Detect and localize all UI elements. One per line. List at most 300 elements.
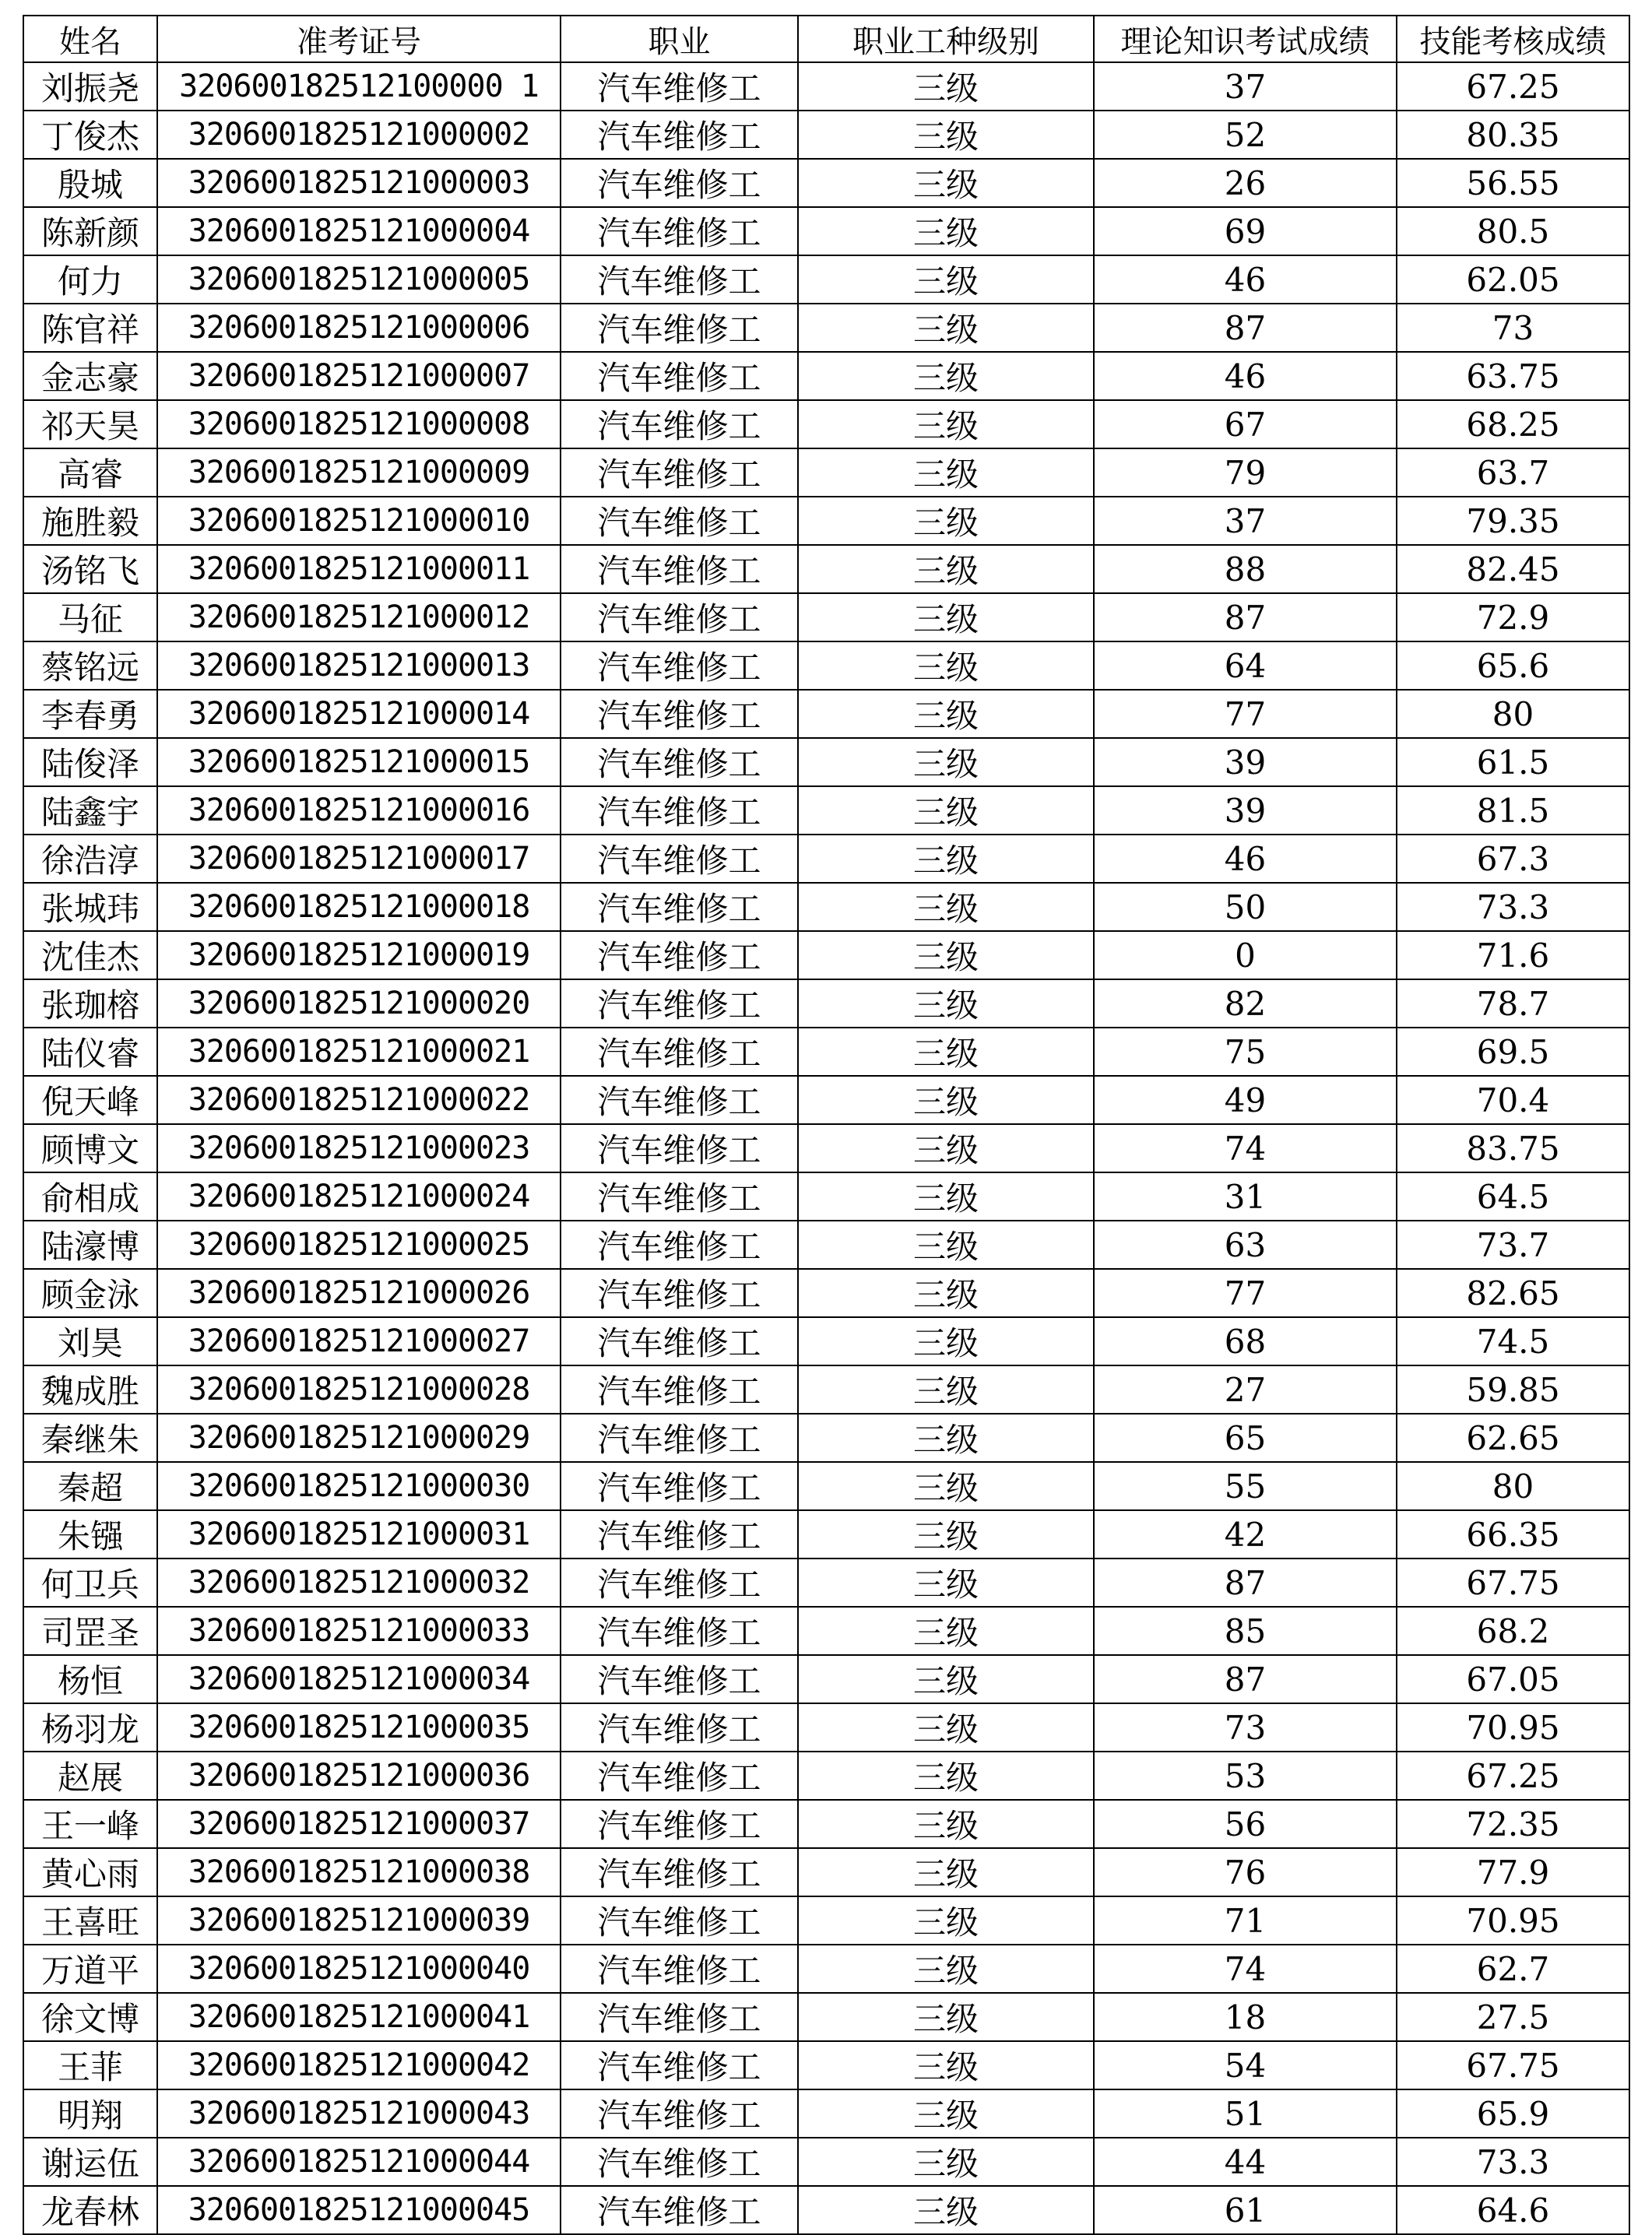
cell-theory-score: 27: [1094, 1365, 1397, 1414]
cell-theory-score: 46: [1094, 255, 1397, 304]
cell-skill-score: 64.5: [1397, 1172, 1629, 1221]
cell-theory-score: 71: [1094, 1896, 1397, 1945]
table-row: [23, 62, 1629, 111]
cell-skill-score: 70.95: [1397, 1896, 1629, 1945]
cell-ticket-number: 3206001825121000016: [157, 786, 561, 835]
cell-ticket-number: 3206001825121000029: [157, 1414, 561, 1462]
header-name: 姓名: [23, 16, 157, 62]
cell-ticket-number: 3206001825121000015: [157, 738, 561, 786]
table-row: [23, 1172, 1629, 1221]
cell-theory-score: 51: [1094, 2089, 1397, 2138]
cell-level: 三级: [798, 1317, 1094, 1365]
cell-skill-score: 80.35: [1397, 111, 1629, 159]
header-ticket-number: 准考证号: [157, 16, 561, 62]
cell-name: 金志豪: [23, 352, 157, 400]
table-row: [23, 1510, 1629, 1559]
cell-occupation: 汽车维修工: [561, 1028, 798, 1076]
cell-skill-score: 83.75: [1397, 1124, 1629, 1172]
cell-level: 三级: [798, 1365, 1094, 1414]
cell-occupation: 汽车维修工: [561, 1269, 798, 1317]
table-row: [23, 883, 1629, 931]
cell-occupation: 汽车维修工: [561, 1945, 798, 1993]
cell-occupation: 汽车维修工: [561, 111, 798, 159]
table-row: [23, 690, 1629, 738]
table-row: [23, 159, 1629, 207]
cell-name: 陈新颜: [23, 207, 157, 255]
cell-theory-score: 87: [1094, 304, 1397, 352]
cell-ticket-number: 3206001825121000044: [157, 2138, 561, 2186]
cell-level: 三级: [798, 1076, 1094, 1124]
cell-ticket-number: 3206001825121000024: [157, 1172, 561, 1221]
cell-theory-score: 79: [1094, 448, 1397, 497]
header-skill-score: 技能考核成绩: [1397, 16, 1629, 62]
cell-level: 三级: [798, 641, 1094, 690]
cell-level: 三级: [798, 1607, 1094, 1655]
cell-skill-score: 68.25: [1397, 400, 1629, 448]
cell-skill-score: 74.5: [1397, 1317, 1629, 1365]
cell-theory-score: 69: [1094, 207, 1397, 255]
cell-occupation: 汽车维修工: [561, 1896, 798, 1945]
cell-level: 三级: [798, 593, 1094, 641]
cell-name: 顾金泳: [23, 1269, 157, 1317]
cell-occupation: 汽车维修工: [561, 545, 798, 593]
cell-name: 祁天昊: [23, 400, 157, 448]
cell-ticket-number: 3206001825121000039: [157, 1896, 561, 1945]
cell-theory-score: 74: [1094, 1124, 1397, 1172]
cell-theory-score: 64: [1094, 641, 1397, 690]
cell-ticket-number: 3206001825121000036: [157, 1752, 561, 1800]
cell-level: 三级: [798, 1124, 1094, 1172]
cell-skill-score: 72.9: [1397, 593, 1629, 641]
cell-skill-score: 63.75: [1397, 352, 1629, 400]
cell-theory-score: 82: [1094, 979, 1397, 1028]
cell-name: 陈官祥: [23, 304, 157, 352]
table-row: [23, 1607, 1629, 1655]
cell-theory-score: 77: [1094, 690, 1397, 738]
table-row: [23, 1462, 1629, 1510]
cell-name: 秦继朱: [23, 1414, 157, 1462]
cell-skill-score: 73.7: [1397, 1221, 1629, 1269]
cell-name: 刘振尧: [23, 62, 157, 111]
cell-theory-score: 49: [1094, 1076, 1397, 1124]
table-row: [23, 1124, 1629, 1172]
table-row: [23, 1365, 1629, 1414]
cell-ticket-number: 3206001825121000020: [157, 979, 561, 1028]
cell-occupation: 汽车维修工: [561, 786, 798, 835]
cell-theory-score: 65: [1094, 1414, 1397, 1462]
cell-ticket-number: 3206001825121000033: [157, 1607, 561, 1655]
cell-occupation: 汽车维修工: [561, 352, 798, 400]
cell-theory-score: 77: [1094, 1269, 1397, 1317]
cell-ticket-number: 3206001825121000042: [157, 2041, 561, 2089]
cell-level: 三级: [798, 1221, 1094, 1269]
cell-skill-score: 73: [1397, 304, 1629, 352]
table-row: [23, 2089, 1629, 2138]
table-row: [23, 1269, 1629, 1317]
table-row: [23, 1559, 1629, 1607]
cell-name: 李春勇: [23, 690, 157, 738]
cell-theory-score: 87: [1094, 593, 1397, 641]
cell-name: 黄心雨: [23, 1848, 157, 1896]
cell-level: 三级: [798, 835, 1094, 883]
cell-skill-score: 80.5: [1397, 207, 1629, 255]
cell-level: 三级: [798, 1752, 1094, 1800]
cell-occupation: 汽车维修工: [561, 690, 798, 738]
cell-skill-score: 70.4: [1397, 1076, 1629, 1124]
cell-name: 陆俊泽: [23, 738, 157, 786]
cell-skill-score: 70.95: [1397, 1703, 1629, 1752]
cell-level: 三级: [798, 2089, 1094, 2138]
table-row: [23, 304, 1629, 352]
cell-theory-score: 55: [1094, 1462, 1397, 1510]
cell-level: 三级: [798, 1655, 1094, 1703]
cell-occupation: 汽车维修工: [561, 1655, 798, 1703]
cell-level: 三级: [798, 979, 1094, 1028]
cell-ticket-number: 3206001825121000030: [157, 1462, 561, 1510]
cell-theory-score: 37: [1094, 497, 1397, 545]
cell-name: 何卫兵: [23, 1559, 157, 1607]
table-row: [23, 255, 1629, 304]
cell-ticket-number: 3206001825121000026: [157, 1269, 561, 1317]
cell-skill-score: 62.05: [1397, 255, 1629, 304]
cell-skill-score: 73.3: [1397, 883, 1629, 931]
cell-name: 顾博文: [23, 1124, 157, 1172]
table-header: [23, 16, 1629, 62]
cell-level: 三级: [798, 1703, 1094, 1752]
cell-ticket-number: 3206001825121000035: [157, 1703, 561, 1752]
cell-ticket-number: 3206001825121000028: [157, 1365, 561, 1414]
cell-name: 陆濠博: [23, 1221, 157, 1269]
cell-ticket-number: 3206001825121000031: [157, 1510, 561, 1559]
cell-name: 朱镪: [23, 1510, 157, 1559]
cell-name: 魏成胜: [23, 1365, 157, 1414]
cell-theory-score: 87: [1094, 1655, 1397, 1703]
cell-skill-score: 67.05: [1397, 1655, 1629, 1703]
header-occupation: 职业: [561, 16, 798, 62]
cell-theory-score: 37: [1094, 62, 1397, 111]
cell-skill-score: 65.6: [1397, 641, 1629, 690]
table-body: [23, 62, 1629, 2234]
cell-skill-score: 80: [1397, 1462, 1629, 1510]
cell-ticket-number: 3206001825121000038: [157, 1848, 561, 1896]
cell-skill-score: 71.6: [1397, 931, 1629, 979]
cell-theory-score: 53: [1094, 1752, 1397, 1800]
header-row: [23, 16, 1629, 62]
cell-skill-score: 77.9: [1397, 1848, 1629, 1896]
cell-name: 赵展: [23, 1752, 157, 1800]
cell-ticket-number: 3206001825121000023: [157, 1124, 561, 1172]
cell-ticket-number: 3206001825121000027: [157, 1317, 561, 1365]
cell-name: 高睿: [23, 448, 157, 497]
cell-theory-score: 63: [1094, 1221, 1397, 1269]
cell-ticket-number: 3206001825121000022: [157, 1076, 561, 1124]
cell-ticket-number: 3206001825121000019: [157, 931, 561, 979]
cell-name: 陆仪睿: [23, 1028, 157, 1076]
cell-skill-score: 80: [1397, 690, 1629, 738]
cell-skill-score: 67.75: [1397, 2041, 1629, 2089]
cell-ticket-number: 3206001825121000007: [157, 352, 561, 400]
cell-ticket-number: 3206001825121000034: [157, 1655, 561, 1703]
cell-level: 三级: [798, 545, 1094, 593]
cell-ticket-number: 3206001825121000009: [157, 448, 561, 497]
cell-theory-score: 42: [1094, 1510, 1397, 1559]
header-level: 职业工种级别: [798, 16, 1094, 62]
table-row: [23, 1028, 1629, 1076]
cell-occupation: 汽车维修工: [561, 593, 798, 641]
cell-theory-score: 85: [1094, 1607, 1397, 1655]
cell-theory-score: 56: [1094, 1800, 1397, 1848]
cell-occupation: 汽车维修工: [561, 2186, 798, 2234]
cell-theory-score: 39: [1094, 786, 1397, 835]
cell-occupation: 汽车维修工: [561, 931, 798, 979]
cell-level: 三级: [798, 1172, 1094, 1221]
cell-theory-score: 68: [1094, 1317, 1397, 1365]
cell-name: 王一峰: [23, 1800, 157, 1848]
cell-level: 三级: [798, 1462, 1094, 1510]
table-row: [23, 2186, 1629, 2234]
cell-occupation: 汽车维修工: [561, 1510, 798, 1559]
cell-ticket-number: 3206001825121000012: [157, 593, 561, 641]
cell-skill-score: 67.25: [1397, 62, 1629, 111]
cell-level: 三级: [798, 1510, 1094, 1559]
cell-level: 三级: [798, 1028, 1094, 1076]
cell-occupation: 汽车维修工: [561, 1607, 798, 1655]
cell-occupation: 汽车维修工: [561, 1462, 798, 1510]
cell-occupation: 汽车维修工: [561, 448, 798, 497]
cell-occupation: 汽车维修工: [561, 1800, 798, 1848]
cell-level: 三级: [798, 448, 1094, 497]
cell-occupation: 汽车维修工: [561, 1365, 798, 1414]
cell-skill-score: 62.65: [1397, 1414, 1629, 1462]
cell-theory-score: 50: [1094, 883, 1397, 931]
cell-skill-score: 62.7: [1397, 1945, 1629, 1993]
table-row: [23, 1703, 1629, 1752]
cell-name: 徐浩淳: [23, 835, 157, 883]
cell-name: 万道平: [23, 1945, 157, 1993]
table-row: [23, 400, 1629, 448]
cell-theory-score: 0: [1094, 931, 1397, 979]
cell-name: 倪天峰: [23, 1076, 157, 1124]
cell-name: 徐文博: [23, 1993, 157, 2041]
table-row: [23, 835, 1629, 883]
cell-name: 杨羽龙: [23, 1703, 157, 1752]
cell-level: 三级: [798, 255, 1094, 304]
table-row: [23, 641, 1629, 690]
cell-skill-score: 61.5: [1397, 738, 1629, 786]
cell-occupation: 汽车维修工: [561, 304, 798, 352]
cell-ticket-number: 3206001825121000040: [157, 1945, 561, 1993]
cell-theory-score: 76: [1094, 1848, 1397, 1896]
table-row: [23, 2041, 1629, 2089]
cell-level: 三级: [798, 2041, 1094, 2089]
cell-occupation: 汽车维修工: [561, 1221, 798, 1269]
cell-skill-score: 27.5: [1397, 1993, 1629, 2041]
cell-theory-score: 67: [1094, 400, 1397, 448]
cell-level: 三级: [798, 304, 1094, 352]
cell-occupation: 汽车维修工: [561, 62, 798, 111]
cell-theory-score: 75: [1094, 1028, 1397, 1076]
cell-theory-score: 18: [1094, 1993, 1397, 2041]
cell-occupation: 汽车维修工: [561, 1172, 798, 1221]
cell-level: 三级: [798, 1848, 1094, 1896]
cell-ticket-number: 3206001825121000006: [157, 304, 561, 352]
cell-name: 汤铭飞: [23, 545, 157, 593]
cell-theory-score: 74: [1094, 1945, 1397, 1993]
cell-occupation: 汽车维修工: [561, 497, 798, 545]
cell-name: 施胜毅: [23, 497, 157, 545]
cell-skill-score: 82.45: [1397, 545, 1629, 593]
cell-skill-score: 64.6: [1397, 2186, 1629, 2234]
cell-skill-score: 79.35: [1397, 497, 1629, 545]
cell-occupation: 汽车维修工: [561, 1752, 798, 1800]
table-row: [23, 738, 1629, 786]
cell-skill-score: 59.85: [1397, 1365, 1629, 1414]
table-row: [23, 111, 1629, 159]
cell-occupation: 汽车维修工: [561, 1124, 798, 1172]
cell-name: 殷城: [23, 159, 157, 207]
table-row: [23, 2138, 1629, 2186]
cell-level: 三级: [798, 1896, 1094, 1945]
cell-name: 杨恒: [23, 1655, 157, 1703]
cell-occupation: 汽车维修工: [561, 641, 798, 690]
cell-ticket-number: 3206001825121000005: [157, 255, 561, 304]
cell-skill-score: 67.25: [1397, 1752, 1629, 1800]
cell-level: 三级: [798, 1993, 1094, 2041]
cell-name: 张珈榕: [23, 979, 157, 1028]
cell-occupation: 汽车维修工: [561, 207, 798, 255]
cell-theory-score: 61: [1094, 2186, 1397, 2234]
cell-ticket-number: 3206001825121000045: [157, 2186, 561, 2234]
cell-ticket-number: 3206001825121000017: [157, 835, 561, 883]
cell-name: 陆鑫宇: [23, 786, 157, 835]
cell-skill-score: 82.65: [1397, 1269, 1629, 1317]
cell-occupation: 汽车维修工: [561, 1993, 798, 2041]
table-row: [23, 593, 1629, 641]
cell-level: 三级: [798, 1945, 1094, 1993]
table-row: [23, 1076, 1629, 1124]
cell-name: 王喜旺: [23, 1896, 157, 1945]
cell-level: 三级: [798, 2186, 1094, 2234]
cell-ticket-number: 3206001825121000008: [157, 400, 561, 448]
cell-name: 司罡圣: [23, 1607, 157, 1655]
cell-name: 沈佳杰: [23, 931, 157, 979]
cell-ticket-number: 3206001825121000004: [157, 207, 561, 255]
cell-ticket-number: 320600182512100000 1: [157, 62, 561, 111]
cell-occupation: 汽车维修工: [561, 159, 798, 207]
cell-level: 三级: [798, 1269, 1094, 1317]
cell-level: 三级: [798, 1414, 1094, 1462]
cell-theory-score: 44: [1094, 2138, 1397, 2186]
table-row: [23, 545, 1629, 593]
cell-name: 明翔: [23, 2089, 157, 2138]
cell-level: 三级: [798, 400, 1094, 448]
cell-ticket-number: 3206001825121000037: [157, 1800, 561, 1848]
table-row: [23, 448, 1629, 497]
cell-name: 何力: [23, 255, 157, 304]
cell-level: 三级: [798, 738, 1094, 786]
table-row: [23, 1414, 1629, 1462]
cell-skill-score: 63.7: [1397, 448, 1629, 497]
cell-name: 王菲: [23, 2041, 157, 2089]
cell-occupation: 汽车维修工: [561, 1076, 798, 1124]
header-theory-score: 理论知识考试成绩: [1094, 16, 1397, 62]
cell-name: 刘昊: [23, 1317, 157, 1365]
cell-ticket-number: 3206001825121000032: [157, 1559, 561, 1607]
table-row: [23, 1848, 1629, 1896]
cell-level: 三级: [798, 62, 1094, 111]
cell-name: 秦超: [23, 1462, 157, 1510]
cell-theory-score: 26: [1094, 159, 1397, 207]
cell-ticket-number: 3206001825121000013: [157, 641, 561, 690]
cell-level: 三级: [798, 786, 1094, 835]
cell-level: 三级: [798, 931, 1094, 979]
cell-ticket-number: 3206001825121000003: [157, 159, 561, 207]
table-row: [23, 1800, 1629, 1848]
cell-ticket-number: 3206001825121000021: [157, 1028, 561, 1076]
table-row: [23, 1317, 1629, 1365]
cell-skill-score: 68.2: [1397, 1607, 1629, 1655]
cell-name: 马征: [23, 593, 157, 641]
cell-occupation: 汽车维修工: [561, 1317, 798, 1365]
cell-theory-score: 54: [1094, 2041, 1397, 2089]
cell-skill-score: 69.5: [1397, 1028, 1629, 1076]
cell-theory-score: 46: [1094, 835, 1397, 883]
cell-name: 张城玮: [23, 883, 157, 931]
cell-theory-score: 46: [1094, 352, 1397, 400]
table-row: [23, 1896, 1629, 1945]
table-row: [23, 497, 1629, 545]
cell-occupation: 汽车维修工: [561, 835, 798, 883]
cell-ticket-number: 3206001825121000043: [157, 2089, 561, 2138]
cell-level: 三级: [798, 2138, 1094, 2186]
cell-theory-score: 87: [1094, 1559, 1397, 1607]
cell-skill-score: 66.35: [1397, 1510, 1629, 1559]
table-row: [23, 207, 1629, 255]
table-row: [23, 931, 1629, 979]
cell-occupation: 汽车维修工: [561, 2138, 798, 2186]
cell-level: 三级: [798, 497, 1094, 545]
cell-level: 三级: [798, 352, 1094, 400]
cell-level: 三级: [798, 883, 1094, 931]
cell-name: 龙春林: [23, 2186, 157, 2234]
cell-skill-score: 73.3: [1397, 2138, 1629, 2186]
cell-ticket-number: 3206001825121000018: [157, 883, 561, 931]
cell-level: 三级: [798, 690, 1094, 738]
cell-ticket-number: 3206001825121000014: [157, 690, 561, 738]
cell-occupation: 汽车维修工: [561, 2089, 798, 2138]
cell-theory-score: 39: [1094, 738, 1397, 786]
cell-ticket-number: 3206001825121000025: [157, 1221, 561, 1269]
cell-ticket-number: 3206001825121000010: [157, 497, 561, 545]
score-table: [23, 15, 1630, 2235]
cell-theory-score: 88: [1094, 545, 1397, 593]
cell-level: 三级: [798, 207, 1094, 255]
cell-occupation: 汽车维修工: [561, 255, 798, 304]
cell-occupation: 汽车维修工: [561, 1703, 798, 1752]
cell-occupation: 汽车维修工: [561, 1414, 798, 1462]
cell-name: 俞相成: [23, 1172, 157, 1221]
cell-ticket-number: 3206001825121000011: [157, 545, 561, 593]
cell-ticket-number: 3206001825121000041: [157, 1993, 561, 2041]
cell-name: 谢运伍: [23, 2138, 157, 2186]
table-row: [23, 1221, 1629, 1269]
cell-occupation: 汽车维修工: [561, 1848, 798, 1896]
cell-name: 丁俊杰: [23, 111, 157, 159]
cell-theory-score: 31: [1094, 1172, 1397, 1221]
cell-skill-score: 67.3: [1397, 835, 1629, 883]
table-row: [23, 1945, 1629, 1993]
table-row: [23, 979, 1629, 1028]
